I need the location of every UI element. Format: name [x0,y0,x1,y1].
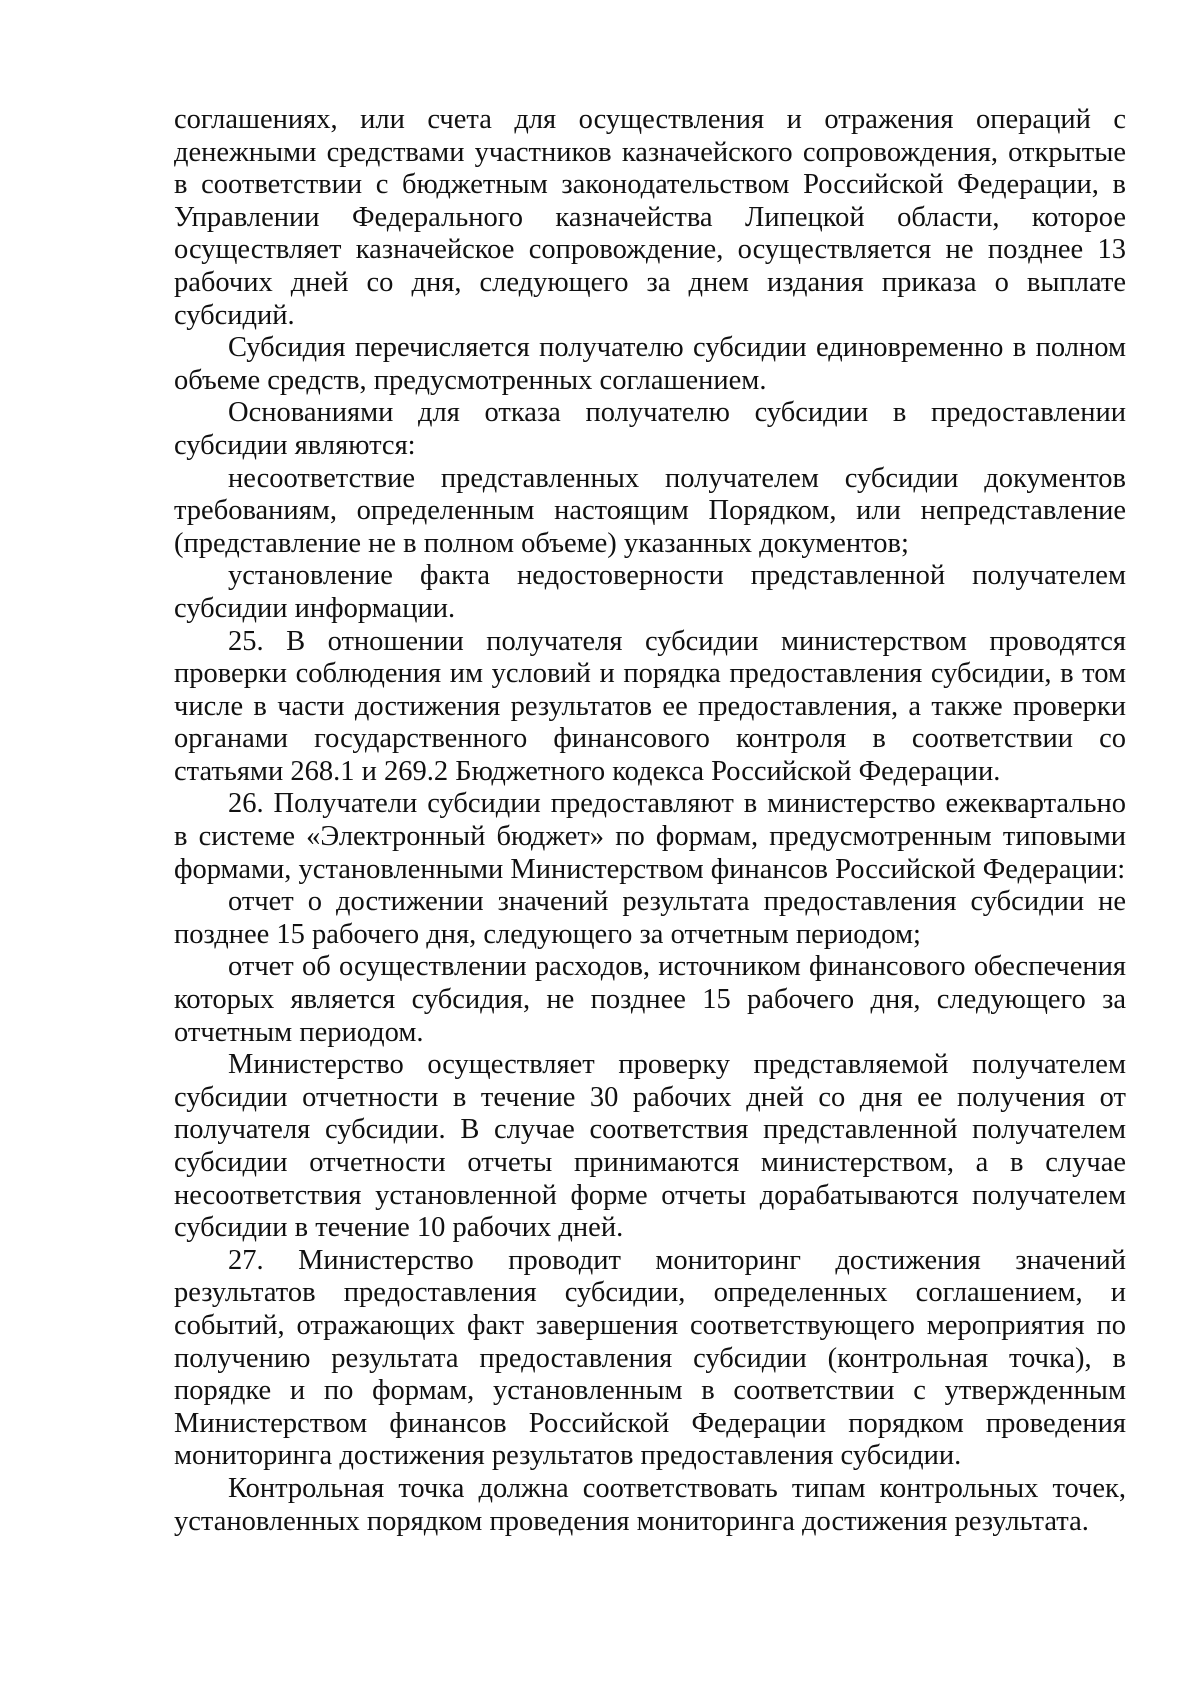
paragraph-clause-27: 27. Министерство проводит мониторинг достижения значений результатов предоставления субсидии, определенных соглашением, и событий, отражающих факт завершения соответствующего мероприятия по получению результата предоставления субсидии (контрольная точка), в порядке и по формам, установленным в соответствии с утвержденным Министерством финансов Российской Федерации порядком проведения мониторинга достижения результатов предоставления субсидии. [174,1244,1126,1472]
paragraph-clause-25: 25. В отношении получателя субсидии министерством проводятся проверки соблюдения им условий и порядка предоставления субсидии, в том числе в части достижения результатов ее предоставления, а также проверки органами государственного финансового контроля в соответствии со статьями 268.1 и 269.2 Бюджетного кодекса Российской Федерации. [174,625,1126,787]
paragraph-report-2: отчет об осуществлении расходов, источником финансового обеспечения которых является субсидия, не позднее 15 рабочего дня, следующего за отчетным периодом. [174,951,1126,1048]
paragraph-report-1: отчет о достижении значений результата предоставления субсидии не позднее 15 рабочего дня, следующего за отчетным периодом; [174,886,1126,950]
document-page [174,104,1126,1538]
paragraph-control-point: Контрольная точка должна соответствовать типам контрольных точек, установленных порядком проведения мониторинга достижения результата. [174,1472,1126,1537]
paragraph-continuation: соглашениях, или счета для осуществления и отражения операций с денежными средствами участников казначейского сопровождения, открытые в соответствии с бюджетным законодательством Российской Федерации, в Управлении Федерального казначейства Липецкой области, которое осуществляет казначейское сопровождение, осуществляется не позднее 13 рабочих дней со дня, следующего за днем издания приказа о выплате субсидий. [174,104,1126,331]
paragraph-refusal-item-1: несоответствие представленных получателем субсидии документов требованиям, определенным настоящим Порядком, или непредставление (представление не в полном объеме) указанных документов; [174,462,1126,559]
paragraph-refusal-grounds: Основаниями для отказа получателю субсидии в предоставлении субсидии являются: [174,397,1126,461]
paragraph-clause-26: 26. Получатели субсидии предоставляют в министерство ежеквартально в системе «Электронный бюджет» по формам, предусмотренным типовыми формами, установленными Министерством финансов Российской Федерации: [174,788,1126,885]
paragraph-subsidy-transfer: Субсидия перечисляется получателю субсидии единовременно в полном объеме средств, предусмотренных соглашением. [174,332,1126,396]
paragraph-refusal-item-2: установление факта недостоверности представленной получателем субсидии информации. [174,560,1126,624]
paragraph-ministry-check: Министерство осуществляет проверку представляемой получателем субсидии отчетности в течение 30 рабочих дней со дня ее получения от получателя субсидии. В случае соответствия представленной получателем субсидии отчетности отчеты принимаются министерством, а в случае несоответствия установленной форме отчеты дорабатываются получателем субсидии в течение 10 рабочих дней. [174,1049,1126,1244]
